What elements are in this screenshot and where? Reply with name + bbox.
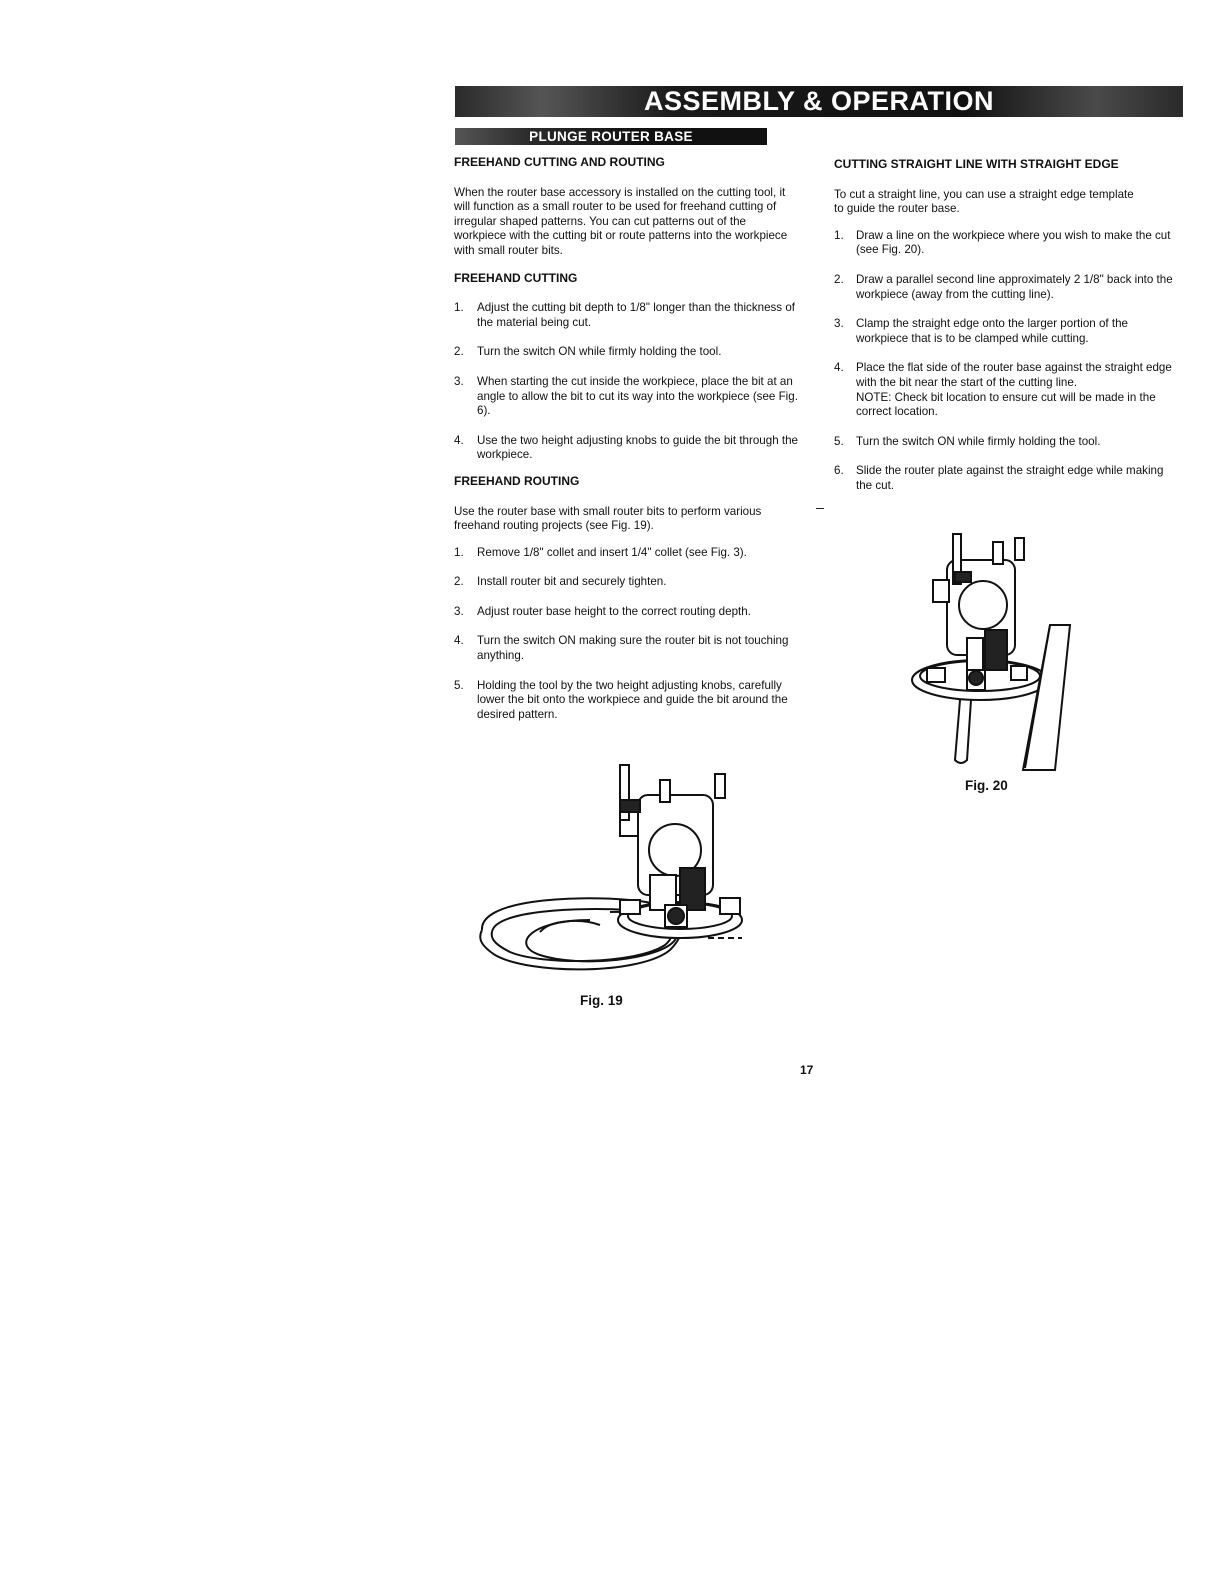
list-item: 2. Turn the switch ON while firmly holding the tool. bbox=[454, 345, 722, 359]
figure-20-illustration bbox=[905, 530, 1085, 778]
figure-20-caption: Fig. 20 bbox=[965, 778, 1008, 793]
figure-19-illustration bbox=[470, 760, 760, 980]
list-item: 5. Holding the tool by the two height adjusting knobs, carefully lower the bit onto the workpiece and guide the bit around the desired pattern. bbox=[454, 678, 788, 721]
heading-straight-edge: CUTTING STRAIGHT LINE WITH STRAIGHT EDGE bbox=[834, 157, 1119, 171]
section-title: ASSEMBLY & OPERATION bbox=[643, 86, 995, 116]
note-text: NOTE: Check bit location to ensure cut will be made in the correct location. bbox=[856, 390, 1156, 419]
heading-freehand-routing: FREEHAND ROUTING bbox=[454, 473, 580, 488]
list-item: 3. Clamp the straight edge onto the larger portion of the workpiece that is to be clamped while cutting. bbox=[834, 317, 1128, 345]
figure-19-caption: Fig. 19 bbox=[580, 993, 623, 1008]
divider-mark bbox=[816, 508, 824, 509]
list-item: 2. Draw a parallel second line approximately 2 1/8" back into the workpiece (away from the cutting line). bbox=[834, 272, 1173, 301]
list-item: 1. Adjust the cutting bit depth to 1/8" longer than the thickness of the material being cut. bbox=[454, 301, 795, 329]
list-item: 1. Draw a line on the workpiece where you wish to make the cut (see Fig. 20). bbox=[834, 228, 1171, 257]
list-item: 3. Adjust router base height to the correct routing depth. bbox=[454, 604, 751, 618]
heading-freehand-cutting: FREEHAND CUTTING bbox=[454, 270, 578, 285]
list-item: 5. Turn the switch ON while firmly holding the tool. bbox=[834, 434, 1101, 448]
straight-edge-intro: To cut a straight line, you can use a straight edge template to guide the router base. bbox=[834, 187, 1134, 216]
heading-freehand-cutting-routing: FREEHAND CUTTING AND ROUTING bbox=[454, 155, 665, 169]
intro-paragraph: When the router base accessory is installed on the cutting tool, it will function as a small router to be used for freehand cutting of irregular shaped patterns. You can cut patterns out of the workpiece with the cutting bit or route patterns into the workpiece with small router bits. bbox=[454, 185, 788, 257]
list-item: 2. Install router bit and securely tighten. bbox=[454, 575, 667, 589]
list-item: 4. Turn the switch ON making sure the router bit is not touching anything. bbox=[454, 634, 789, 663]
left-column bbox=[454, 155, 799, 737]
subsection-banner bbox=[455, 128, 767, 145]
freehand-routing-steps bbox=[454, 546, 799, 723]
subsection-title: PLUNGE ROUTER BASE bbox=[529, 129, 693, 144]
list-item: 4. Use the two height adjusting knobs to guide the bit through the workpiece. bbox=[454, 433, 798, 462]
list-item: 1. Remove 1/8" collet and insert 1/4" collet (see Fig. 3). bbox=[454, 545, 747, 559]
list-item: 4. Place the flat side of the router base against the straight edge with the bit near the start of the cutting line. NOTE: Check bit location to ensure cut will be made in the correct location. bbox=[834, 361, 1172, 419]
page-number: 17 bbox=[800, 1063, 814, 1077]
routing-intro-paragraph: Use the router base with small router bits to perform various freehand routing projects (see Fig. 19). bbox=[454, 504, 762, 533]
list-item: 6. Slide the router plate against the straight edge while making the cut. bbox=[834, 464, 1164, 492]
list-item: 3. When starting the cut inside the workpiece, place the bit at an angle to allow the bit to cut its way into the workpiece (see Fig. 6). bbox=[454, 374, 798, 418]
right-column bbox=[834, 157, 1174, 509]
section-banner bbox=[455, 86, 1183, 117]
straight-edge-steps bbox=[834, 229, 1174, 494]
freehand-cutting-steps bbox=[454, 301, 799, 463]
